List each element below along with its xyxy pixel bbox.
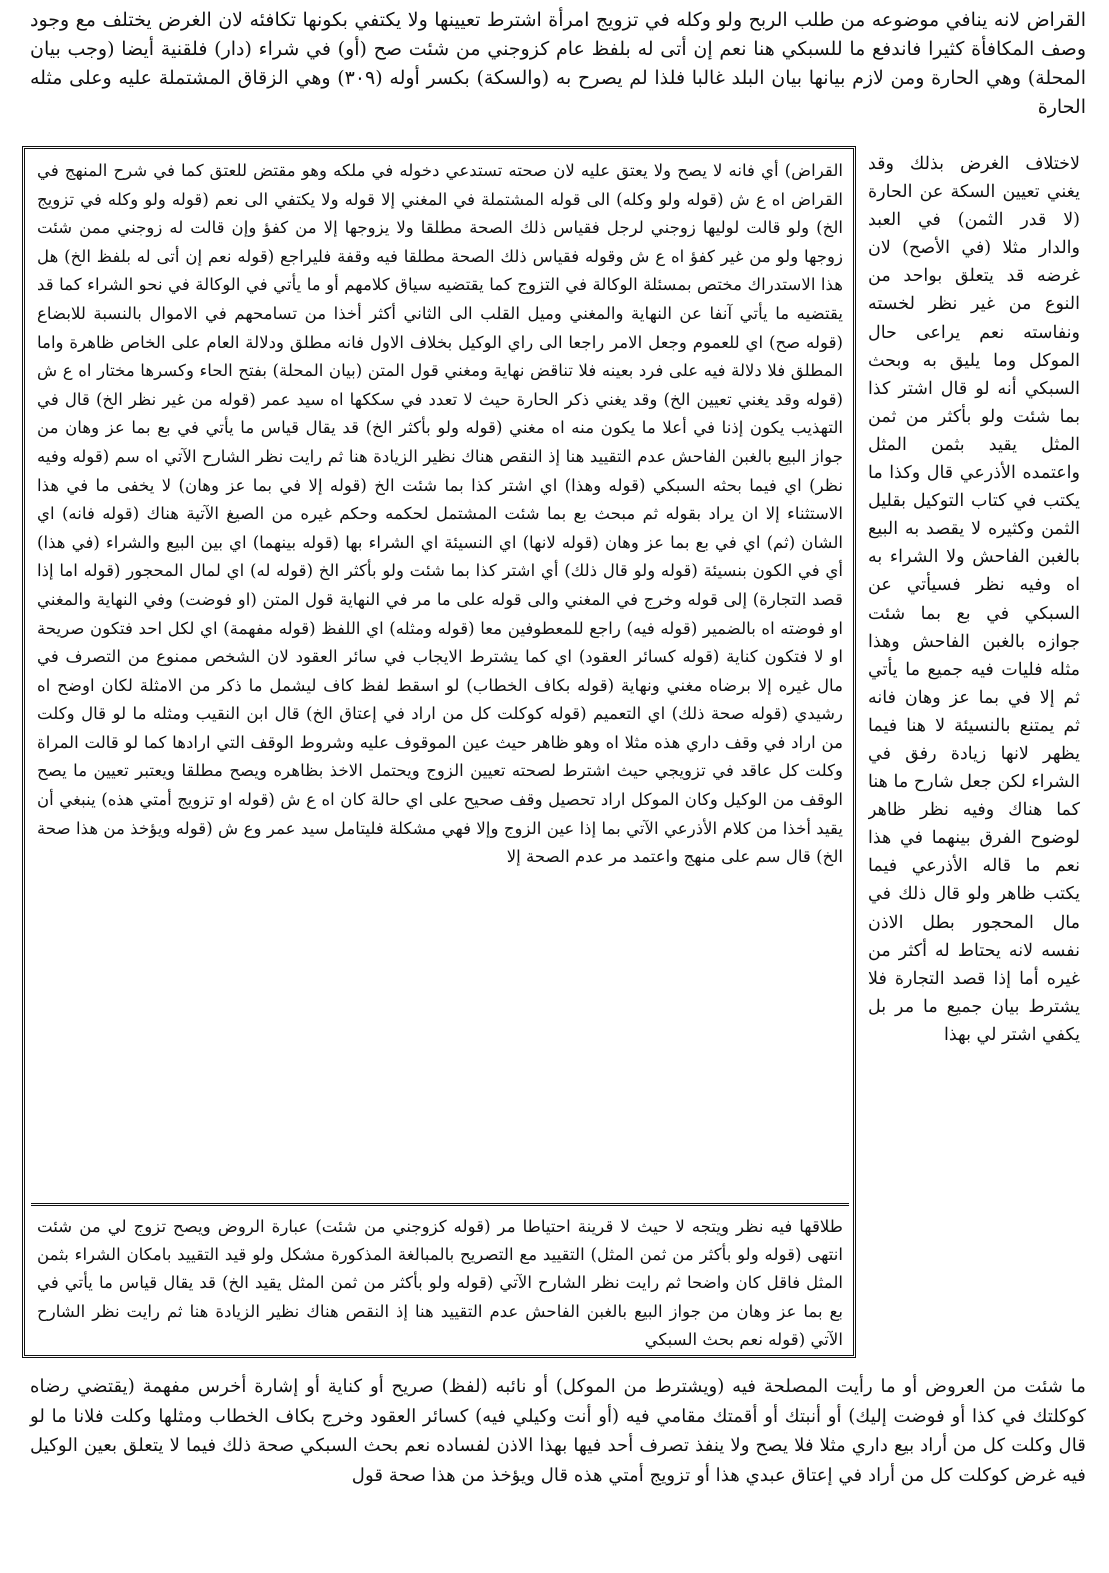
margin-commentary-text: لاختلاف الغرض بذلك وقد يغني تعيين السكة عن الحارة (لا قدر الثمن) في العبد والدار مثلا (في الأصح) لان غرضه قد يتعلق بواحد من النوع من غير نظر لخسته ونفاسته نعم يراعى حال الموكل وما يليق به وبحث السبكي أنه لو قال اشتر كذا بما شئت ولو بأكثر من ثمن المثل يقيد بثمن المثل واعتمده الأذرعي قال وكذا ما يكتب في كتاب التوكيل بقليل الثمن وكثيره لا يقصد به البيع بالغبن الفاحش ولا الشراء به اه وفيه نظر فسيأتي عن السبكي في بع بما شئت جوازه بالغبن الفاحش وهذا مثله فليات فيه جميع ما يأتي ثم إلا في بما عز وهان فانه ثم يمتنع بالنسيئة لا هنا فيما يظهر لانها زيادة رفق في الشراء لكن جعل شارح ما هنا كما هناك وفيه نظر ظاهر لوضوح الفرق بينهما في هذا نعم ما قاله الأذرعي فيما يكتب ظاهر ولو قال ذلك في مال المحجور بطل الاذن نفسه لانه يحتاط له أكثر من غيره أما إذا قصد التجارة فلا يشترط بيان جميع ما مر بل يكفي اشتر لي بهذا bbox=[868, 154, 1080, 1045]
commentary-divider bbox=[31, 1203, 849, 1206]
main-text-bottom-paragraph: ما شئت من العروض أو ما رأيت المصلحة فيه (ويشترط من الموكل) أو نائبه (لفظ) صريح أو كناية أو إشارة أخرس مفهمة (يقتضي رضاه كوكلتك في كذا أو فوضت إليك) أو أنبتك أو أقمتك مقامي فيه (أو أنت وكيلي فيه) كسائر العقود وخرج بكاف الخطاب ومثلها وكلت فلانا ما لو قال وكلت كل من أراد بيع داري مثلا فلا يصح ولا ينفذ تصرف أحد فيها بهذا الاذن لفساده نعم بحث السبكي صحة ذلك فيما لا يتعلق بعين الوكيل فيه غرض كوكلت كل من أراد في إعتاق عبدي هذا أو تزويج أمتي هذه قال ويؤخذ من هذا صحة قول bbox=[30, 1376, 1086, 1486]
margin-commentary-column bbox=[868, 150, 1080, 1370]
main-text-bottom bbox=[30, 1372, 1086, 1490]
commentary-upper-section bbox=[37, 157, 843, 1195]
commentary-lower-text: طلاقها فيه نظر ويتجه لا حيث لا قرينة احتياطا مر (قوله كزوجني من شئت) عبارة الروض ويصح تزوج لي من شئت انتهى (قوله ولو بأكثر من ثمن المثل) التقييد مع التصريح بالمبالغة المذكورة مشكل ولو قيد التقييد بامكان الشراء بثمن المثل فاقل كان واضحا ثم رايت نظر الشارح الآتي (قوله ولو بأكثر من ثمن المثل يقيد الخ) قد يقال قياس ما يأتي في بع بما عز وهان من جواز البيع بالغبن الفاحش عدم التقييد هنا إذ النقص هناك نظير الزيادة هنا ثم رايت نظر الشارح الآتي (قوله نعم بحث السبكي bbox=[37, 1217, 843, 1349]
main-text-top-paragraph: القراض لانه ينافي موضوعه من طلب الربح ولو وكله في تزويج امرأة اشترط تعيينها ولا يكتفي بكونها تكافئه لان الغرض يختلف مع وجود وصف المكافأة كثيرا فاندفع ما للسبكي هنا نعم إن أتى له بلفظ عام كزوجني من شئت صح (أو) في شراء (دار) فلقنية أيضا (وجب بيان المحلة) وهي الحارة ومن لازم بيانها بيان البلد غالبا فلذا لم يصرح به (والسكة) بكسر أوله (٣٠٩) وهي الزقاق المشتملة عليه وعلى مثله الحارة bbox=[30, 9, 1086, 118]
commentary-upper-text: القراض) أي فانه لا يصح ولا يعتق عليه لان صحته تستدعي دخوله في ملكه وهو مقتض للعتق كما في شرح المنهج في القراض اه ع ش (قوله ولو وكله) الى قوله المشتملة في المغني إلا قوله ولا يكتفي الى نعم (قوله ولو وكله في تزويج الخ) ولو قالت لوليها زوجني لرجل فقياس ذلك الصحة مطلقا ولا يزوجها إلا من كفؤ وإن قالت له زوجني ممن شئت زوجها ولو من غير كفؤ اه ع ش وقوله فقياس ذلك الصحة مطلقا فيه وقفة فليراجع (قوله نعم إن أتى له بلفظ الخ) هل هذا الاستدراك مختص بمسئلة الوكالة في التزوج كما يقتضيه سياق كلامهم أو ما يأتي في الوكالة في نحو الشراء كما قد يقتضيه ما يأتي آنفا عن النهاية والمغني وميل القلب الى الثاني أكثر أخذا من تسامحهم في الاموال بالنسبة للابضاع (قوله صح) اي للعموم وجعل الامر راجعا الى راي الوكيل بخلاف الاول فانه مطلق ودلالة العام على الخاص ظاهرة واما المطلق فلا دلالة فيه على فرد بعينه فلا تناقض نهاية ومغني قول المتن (بيان المحلة) بفتح الحاء وكسرها مختار اه ع ش (قوله وقد يغني تعيين الخ) وقد يغني ذكر الحارة حيث لا تعدد في سككها اه سيد عمر (قوله من غير نظر الخ) قال في التهذيب يكون إذنا في أعلا ما يكون منه اه مغني (قوله ولو بأكثر الخ) قد يقال قياس ما يأتي في بع بما عز وهان من جواز البيع بالغبن الفاحش عدم التقييد هنا إذ النقص هناك نظير الزيادة هنا ثم رايت نظر الشارح الآتي اه سم (قوله وفيه نظر) اي فيما بحثه السبكي (قوله وهذا) اي اشتر كذا بما شئت الخ (قوله إلا في بما عز وهان) لا يخفى ما في هذا الاستثناء إلا ان يراد بقوله ثم مبحث بع بما شئت المشتمل لحكمه وحكم غيره من الصيغ الآتية هناك (قوله فانه) اي الشان (ثم) اي في بع بما عز وهان (قوله لانها) اي النسيئة اي الشراء بها (قوله بينهما) اي بين البيع والشراء (في هذا) أي في الكون بنسيئة (قوله ولو قال ذلك) أي اشتر كذا بما شئت ولو بأكثر الخ (قوله له) اي لمال المحجور (قوله اما إذا قصد التجارة) إلى قوله وخرج في المغني والى قوله على ما مر في النهاية قول المتن (او فوضت) وفي النهاية والمغني او فوضته اه بالضمير (قوله فيه) راجع للمعطوفين معا (قوله ومثله) اي اللفظ (قوله مفهمة) اي لكل احد فتكون صريحة او لا فتكون كناية (قوله كسائر العقود) اي كما يشترط الايجاب في سائر العقود لان الشخص ممنوع من التصرف في مال غيره إلا برضاه مغني ونهاية (قوله بكاف الخطاب) لو اسقط لفظ كاف ليشمل ما ذكر من الامثلة لكان اوضح اه رشيدي (قوله صحة ذلك) اي التعميم (قوله كوكلت كل من اراد في إعتاق الخ) قال ابن النقيب ومثله ما لو قال وكلت من اراد في وقف داري هذه مثلا اه وهو ظاهر حيث عين الموقوف عليه وشروط الوقف التي ارادها كما لو قالت المراة وكلت كل عاقد في تزويجي حيث اشترط لصحته تعيين الزوج ويحتمل الاخذ بظاهره ويصح مطلقا ويعتبر تعيين ما يصح الوقف من الوكيل وكان الموكل اراد تحصيل وقف صحيح على اي حالة كان اه ع ش (قوله او تزويج أمتي هذه) ينبغي أن يقيد أخذا من كلام الأذرعي الآتي بما إذا عين الزوج وإلا فهي مشكلة فليتامل سيد عمر وع ش (قوله ويؤخذ من هذا صحة الخ) قال سم على منهج واعتمد مر عدم الصحة إلا bbox=[37, 161, 843, 867]
main-text-top bbox=[30, 6, 1086, 122]
commentary-frame bbox=[22, 146, 856, 1358]
commentary-lower-section bbox=[37, 1213, 843, 1351]
